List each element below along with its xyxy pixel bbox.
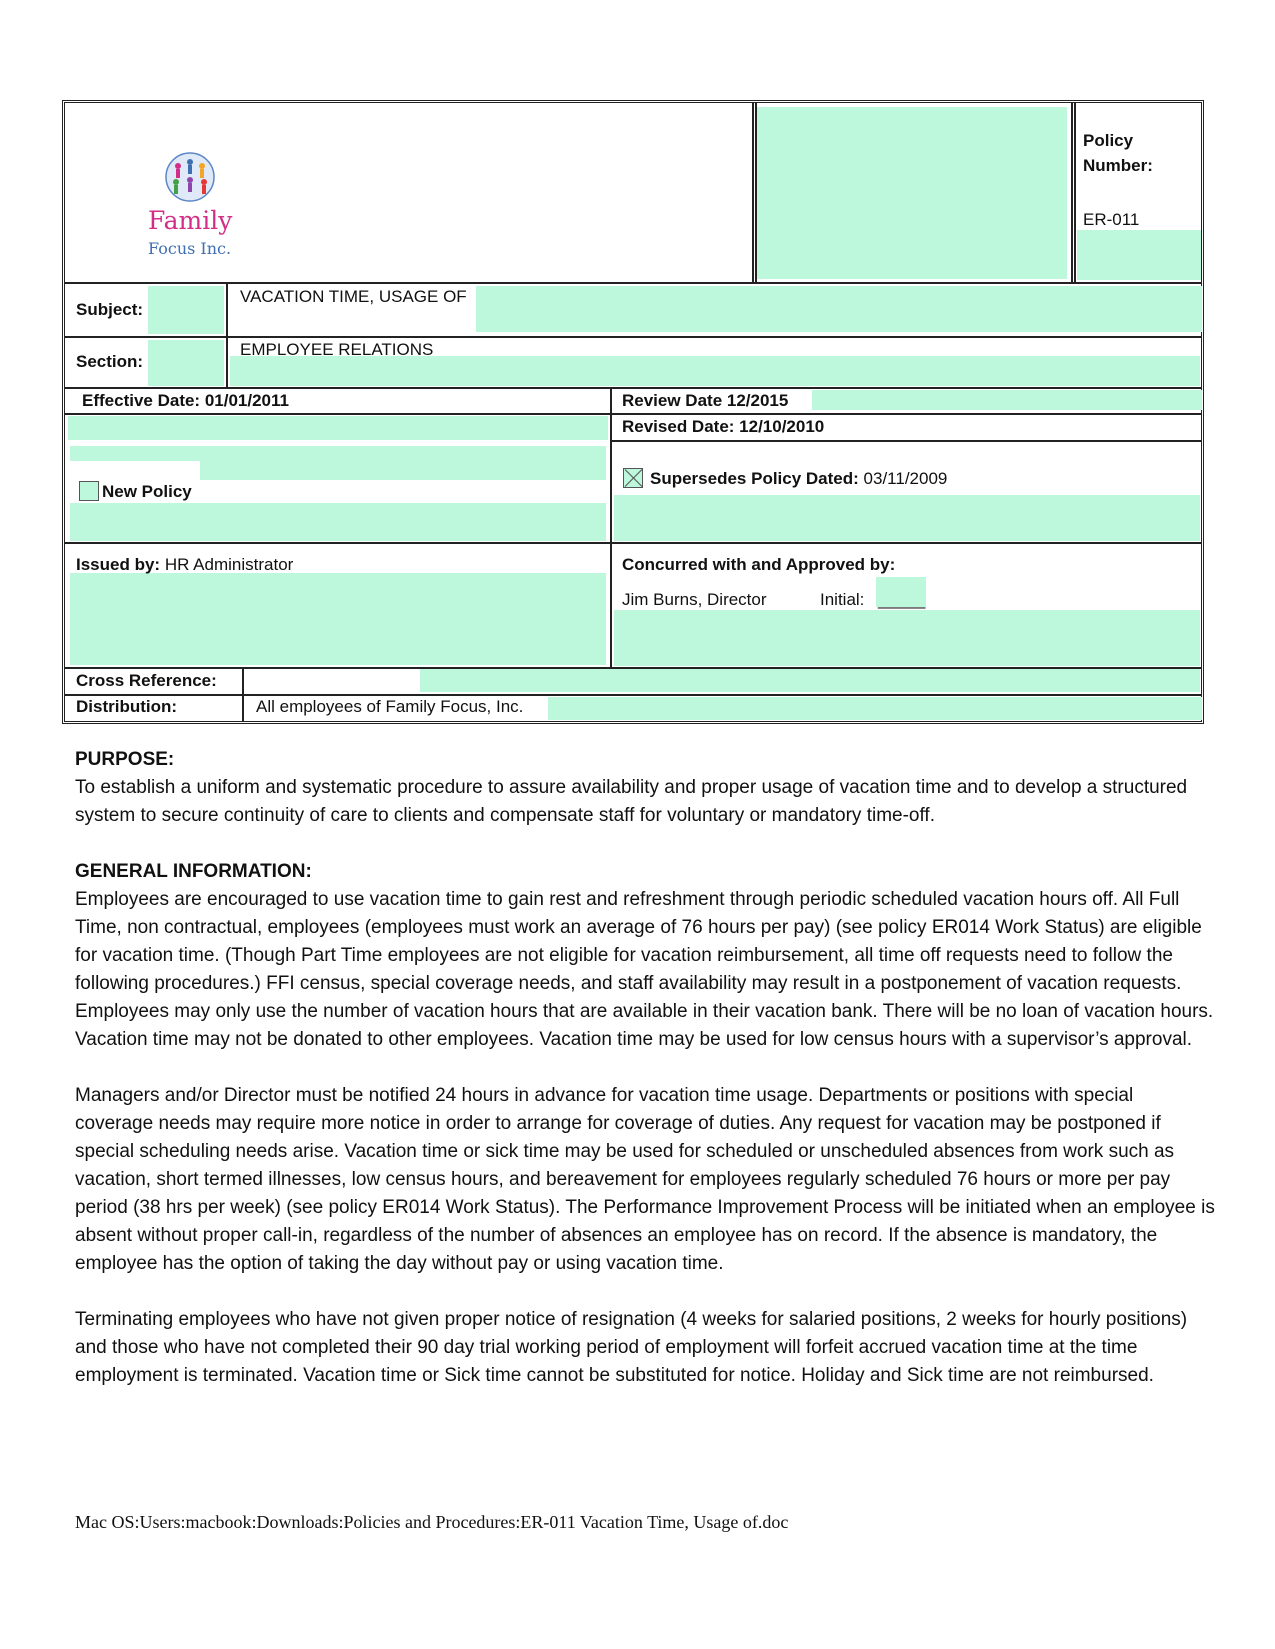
subject-label: Subject: (76, 300, 144, 319)
form-field-approved[interactable] (614, 610, 1200, 666)
revised-date: Revised Date: 12/10/2010 (622, 417, 825, 436)
review-date: Review Date 12/2015 (622, 391, 789, 410)
initial-label: Initial: (820, 590, 865, 609)
distribution-label: Distribution: (76, 697, 178, 716)
logo-name-line1: Family (148, 206, 233, 235)
approved-label: Concurred with and Approved by: (622, 555, 896, 574)
new-policy-label: New Policy (102, 482, 192, 501)
purpose-text: To establish a uniform and systematic procedure to assure availability and proper usage of vacation time and to develop a structured system to secure continuity of care to clients and compensate staff for voluntary or mandatory time-off. (75, 777, 1188, 826)
form-field-subject-label[interactable] (148, 286, 224, 334)
subject-value: VACATION TIME, USAGE OF (240, 287, 467, 306)
document-body (75, 746, 1215, 1390)
form-field-policy-number[interactable] (1077, 230, 1201, 280)
initial-blank: _____ (878, 590, 926, 609)
section-value: EMPLOYEE RELATIONS (240, 340, 434, 356)
cross-reference-label: Cross Reference: (76, 671, 217, 690)
issued-by-label: Issued by: (76, 555, 161, 574)
issued-by-value: HR Administrator (164, 555, 294, 574)
supersedes-value: 03/11/2009 (863, 469, 948, 488)
distribution-value: All employees of Family Focus, Inc. (256, 697, 524, 716)
policy-number-value: ER-011 (1083, 210, 1140, 229)
form-field-supersedes[interactable] (614, 495, 1200, 541)
approver-name: Jim Burns, Director (622, 590, 767, 609)
form-field-section-label[interactable] (148, 340, 224, 386)
general-paragraph-1: Employees are encouraged to use vacation time to gain rest and refreshment through periodic scheduled vacation hours off. All Full Time, non contractual, employees (employees must work an average of 76 hours per pay) (see policy ER014 Work Status) are eligible for vacation time. (Though Part Time employees are not eligible for vacation reimbursement, all time off requests need to follow the following procedures.) FFI census, special coverage needs, and staff availability may result in a postponement of vacation requests. Employees may only use the number of vacation hours that are available in their vacation bank. There will be no loan of vacation hours. Vacation time may not be donated to other employees. Vacation time may be used for low census hours with a supervisor’s approval. (75, 889, 1214, 1050)
supersedes-label: Supersedes Policy Dated: (650, 469, 859, 488)
new-policy-checkbox[interactable] (79, 481, 99, 501)
company-logo (158, 150, 222, 204)
effective-date: Effective Date: 01/01/2011 (82, 391, 289, 410)
purpose-heading: PURPOSE: (75, 749, 175, 770)
policy-number-label: Policy Number: (1083, 131, 1153, 175)
form-field-new-policy-bottom[interactable] (70, 503, 606, 541)
general-paragraph-2: Managers and/or Director must be notified 24 hours in advance for vacation time usage. Departments or positions with special coverage needs may require more notice in order to arrange for coverage of duties. Any request for vacation may be postponed if special scheduling needs arise. Vacation time or sick time may be used for scheduled or unscheduled absences from work such as vacation, short termed illnesses, low census hours, and bereavement for employees regularly scheduled 76 hours or more per pay period (38 hrs per week) (see policy ER014 Work Status). The Performance Improvement Process will be initiated when an employee is absent without proper call-in, regardless of the number of absences an employee has on record. If the absence is mandatory, the employee has the option of taking the day without pay or using vacation time. (75, 1085, 1215, 1274)
general-heading: GENERAL INFORMATION: (75, 861, 312, 882)
form-field-top[interactable] (755, 107, 1067, 279)
footer-file-path: Mac OS:Users:macbook:Downloads:Policies and Procedures:ER-011 Vacation Time, Usage of.doc (75, 1512, 789, 1532)
form-field-section[interactable] (230, 356, 1200, 386)
supersedes-checkbox[interactable] (623, 468, 643, 488)
form-field-issued-by[interactable] (70, 573, 606, 665)
form-field-effective-row2[interactable] (68, 416, 608, 440)
section-label: Section: (76, 352, 144, 371)
globe-people-icon (158, 150, 222, 204)
general-paragraph-3: Terminating employees who have not given proper notice of resignation (4 weeks for salaried positions, 2 weeks for hourly positions) and those who have not completed their 90 day trial working period of employment will forfeit accrued vacation time at the time employment is terminated. Vacation time or Sick time cannot be substituted for notice. Holiday and Sick time are not reimbursed. (75, 1309, 1188, 1386)
form-field-review-date[interactable] (812, 390, 1202, 410)
supersedes-line (650, 469, 947, 489)
form-field-subject[interactable] (476, 286, 1202, 332)
issued-by-line (76, 555, 293, 575)
form-field-distribution[interactable] (548, 697, 1202, 720)
form-field-cross-reference[interactable] (420, 669, 1200, 692)
logo-name-line2: Focus Inc. (148, 239, 232, 258)
